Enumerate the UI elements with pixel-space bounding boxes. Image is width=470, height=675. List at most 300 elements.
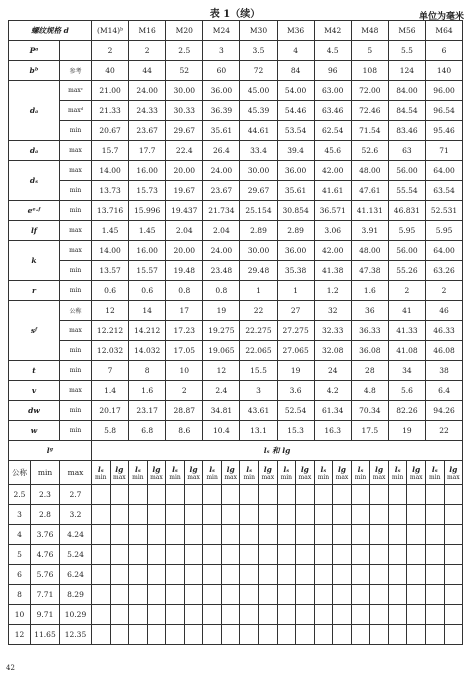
param-value: 72.46 [351,101,388,121]
pair-header [425,461,444,485]
param-value: 32.33 [314,321,351,341]
param-value: 2.5 [166,41,203,61]
empty-cell [425,565,444,585]
param-value: 13.73 [92,181,129,201]
empty-cell [258,625,277,645]
empty-cell [166,585,185,605]
empty-cell [314,525,333,545]
empty-cell [258,505,277,525]
param-value: 30.33 [166,101,203,121]
empty-cell [444,585,463,605]
empty-cell [240,485,259,505]
empty-cell [314,485,333,505]
empty-cell [277,525,296,545]
param-value: 46.33 [425,321,462,341]
param-value: 19 [203,301,240,321]
pair-header [129,461,148,485]
param-value: 12.032 [92,341,129,361]
param-value: 124 [388,61,425,81]
param-value: 55.54 [388,181,425,201]
param-value: 19.275 [203,321,240,341]
param-value: 35.61 [277,181,314,201]
param-value: 28.87 [166,401,203,421]
param-value: 1.6 [351,281,388,301]
param-value: 33.4 [240,141,277,161]
empty-cell [166,525,185,545]
empty-cell [240,605,259,625]
param-value: 2.89 [277,221,314,241]
param-value: 41.33 [388,321,425,341]
empty-cell [110,485,129,505]
pair-header-symbol: lg [449,464,458,474]
empty-cell [296,565,315,585]
pair-header [184,461,203,485]
param-value: 46 [425,301,462,321]
param-value: 36.571 [314,201,351,221]
empty-cell [110,505,129,525]
empty-cell [92,625,111,645]
empty-cell [147,485,166,505]
page-number: 42 [6,664,15,672]
param-value: 95.46 [425,121,462,141]
empty-cell [203,585,222,605]
param-value: 30.00 [166,81,203,101]
param-value: 22.275 [240,321,277,341]
empty-cell [444,545,463,565]
param-value: 7 [92,361,129,381]
length-col-header: min [31,461,60,485]
lg-header: lᵍ [9,441,92,461]
empty-cell [314,625,333,645]
param-qualifier: maxᶜ [60,81,92,101]
param-symbol: dw [9,401,60,421]
param-value: 20.17 [92,401,129,421]
empty-cell [333,565,352,585]
param-value: 14 [129,301,166,321]
empty-cell [277,605,296,625]
param-value: 16.00 [129,241,166,261]
param-value: 47.38 [351,261,388,281]
param-value: 63.46 [314,101,351,121]
param-value: 2 [388,281,425,301]
pair-header-limit: max [298,473,312,481]
param-value: 5.95 [425,221,462,241]
param-value: 1 [277,281,314,301]
pair-header-symbol: lₛ [97,464,104,474]
length-value: 8.29 [60,585,92,605]
length-value: 3 [9,505,31,525]
param-value: 29.67 [240,181,277,201]
pair-header-symbol: lg [115,464,124,474]
empty-cell [221,525,240,545]
param-value: 4.8 [351,381,388,401]
empty-cell [351,485,370,505]
param-qualifier [60,41,92,61]
param-value: 3.06 [314,221,351,241]
param-value: 23.17 [129,401,166,421]
empty-cell [296,625,315,645]
param-value: 24.00 [129,81,166,101]
param-value: 2.4 [203,381,240,401]
param-value: 2 [92,41,129,61]
pair-header-symbol: lg [226,464,235,474]
unit-label: 单位为毫米 [418,12,464,22]
empty-cell [388,605,407,625]
pair-header-symbol: lₛ [246,464,253,474]
length-value: 3.2 [60,505,92,525]
empty-cell [184,585,203,605]
param-value: 16.00 [129,161,166,181]
param-value: 22.4 [166,141,203,161]
param-qualifier: max [60,161,92,181]
empty-cell [370,585,389,605]
param-value: 17.05 [166,341,203,361]
param-value: 5.8 [92,421,129,441]
param-value: 20.00 [166,241,203,261]
empty-cell [370,625,389,645]
param-value: 2 [129,41,166,61]
empty-cell [333,625,352,645]
pair-header-limit: min [317,473,330,481]
pair-header-symbol: lₛ [394,464,401,474]
param-value: 21.33 [92,101,129,121]
empty-cell [314,505,333,525]
param-value: 5.95 [388,221,425,241]
param-qualifier: max [60,141,92,161]
param-qualifier: min [60,341,92,361]
param-value: 5 [351,41,388,61]
pair-header-limit: max [335,473,349,481]
empty-cell [221,545,240,565]
empty-cell [184,525,203,545]
param-symbol: w [9,421,60,441]
empty-cell [147,565,166,585]
empty-cell [258,565,277,585]
empty-cell [388,545,407,565]
param-value: 64.00 [425,241,462,261]
param-value: 6.8 [129,421,166,441]
pair-header-limit: max [150,473,163,481]
param-value: 94.26 [425,401,462,421]
param-value: 21.734 [203,201,240,221]
length-value: 12 [9,625,31,645]
length-col-header: max [60,461,92,485]
empty-cell [166,485,185,505]
param-value: 32 [314,301,351,321]
empty-cell [425,605,444,625]
param-symbol: dₐ [9,141,60,161]
param-symbol: dₛ [9,161,60,201]
pair-header [277,461,296,485]
pair-header [92,461,111,485]
param-value: 28 [351,361,388,381]
empty-cell [258,485,277,505]
empty-cell [407,525,426,545]
param-symbol: sᶠ [9,301,60,361]
empty-cell [258,605,277,625]
empty-cell [277,625,296,645]
pair-header-symbol: lₛ [431,464,438,474]
empty-cell [92,565,111,585]
empty-cell [166,605,185,625]
empty-cell [333,585,352,605]
param-value: 15.73 [129,181,166,201]
pair-header-symbol: lg [300,464,309,474]
param-value: 48.00 [351,161,388,181]
empty-cell [184,565,203,585]
param-value: 27.065 [277,341,314,361]
param-value: 8.6 [166,421,203,441]
empty-cell [296,545,315,565]
param-value: 96.00 [425,81,462,101]
param-value: 12 [92,301,129,321]
param-value: 36 [351,301,388,321]
param-value: 29.67 [166,121,203,141]
pair-header-limit: max [113,473,126,481]
empty-cell [425,525,444,545]
param-value: 40 [92,61,129,81]
param-qualifier: 公称 [60,301,92,321]
length-value: 8 [9,585,31,605]
param-qualifier: min [60,361,92,381]
param-value: 36.00 [277,241,314,261]
empty-cell [240,565,259,585]
param-symbol: bᵇ [9,61,60,81]
pair-header [110,461,129,485]
param-value: 24.00 [203,241,240,261]
pair-header-symbol: lg [263,464,272,474]
empty-cell [351,605,370,625]
param-value: 63.26 [425,261,462,281]
size-header: (M14)ᵇ [92,21,129,41]
param-value: 12 [203,361,240,381]
param-value: 140 [425,61,462,81]
empty-cell [110,625,129,645]
empty-cell [221,485,240,505]
param-value: 10.4 [203,421,240,441]
param-value: 56.00 [388,161,425,181]
empty-cell [166,565,185,585]
param-value: 43.61 [240,401,277,421]
pair-header [221,461,240,485]
param-symbol: eᵉ·ᶠ [9,201,60,221]
param-value: 8 [129,361,166,381]
empty-cell [129,565,148,585]
dimensions-table [8,20,463,645]
pair-header-limit: max [372,473,386,481]
param-value: 5.5 [388,41,425,61]
empty-cell [296,525,315,545]
param-value: 19.437 [166,201,203,221]
param-value: 24.00 [203,161,240,181]
param-value: 96.54 [425,101,462,121]
empty-cell [277,565,296,585]
size-header: M48 [351,21,388,41]
param-value: 2 [166,381,203,401]
param-value: 16.3 [314,421,351,441]
param-value: 72 [240,61,277,81]
empty-cell [333,505,352,525]
empty-cell [92,585,111,605]
param-value: 36.00 [203,81,240,101]
pair-header-limit: min [132,473,144,481]
pair-header-limit: min [169,473,181,481]
pair-header [147,461,166,485]
param-value: 72.00 [351,81,388,101]
param-qualifier: min [60,421,92,441]
param-value: 46.08 [425,341,462,361]
param-qualifier: min [60,281,92,301]
param-value: 36.39 [203,101,240,121]
param-value: 36.00 [277,161,314,181]
empty-cell [351,625,370,645]
empty-cell [333,545,352,565]
param-value: 0.6 [92,281,129,301]
empty-cell [333,525,352,545]
ls-lg-header: lₛ 和 lg [92,441,463,461]
param-symbol: r [9,281,60,301]
pair-header-symbol: lₛ [172,464,178,474]
length-value: 7.71 [31,585,60,605]
param-value: 35.61 [203,121,240,141]
param-value: 13.716 [92,201,129,221]
param-value: 4.5 [314,41,351,61]
empty-cell [388,485,407,505]
pair-header-limit: max [224,473,237,481]
empty-cell [203,525,222,545]
length-value: 10.29 [60,605,92,625]
empty-cell [184,625,203,645]
pair-header [388,461,407,485]
param-value: 45.6 [314,141,351,161]
param-value: 64.00 [425,161,462,181]
pair-header [296,461,315,485]
pair-header [333,461,352,485]
empty-cell [314,585,333,605]
empty-cell [129,505,148,525]
pair-header-limit: max [409,473,423,481]
length-value: 3.76 [31,525,60,545]
pair-header [314,461,333,485]
empty-cell [351,505,370,525]
pair-header [370,461,389,485]
param-value: 14.212 [129,321,166,341]
empty-cell [147,625,166,645]
empty-cell [370,525,389,545]
param-value: 30.00 [240,161,277,181]
empty-cell [129,585,148,605]
param-qualifier: max [60,241,92,261]
size-header: M42 [314,21,351,41]
param-value: 14.00 [92,241,129,261]
empty-cell [407,605,426,625]
param-value: 36.33 [351,321,388,341]
empty-cell [184,485,203,505]
size-header: M36 [277,21,314,41]
size-header: M30 [240,21,277,41]
empty-cell [221,625,240,645]
table-title: 表 1（续） [209,9,261,20]
param-value: 3.6 [277,381,314,401]
param-qualifier: 参考 [60,61,92,81]
param-value: 25.154 [240,201,277,221]
param-value: 29.48 [240,261,277,281]
empty-cell [110,585,129,605]
param-value: 4 [277,41,314,61]
param-value: 14.032 [129,341,166,361]
empty-cell [388,585,407,605]
param-value: 19.065 [203,341,240,361]
empty-cell [110,605,129,625]
param-qualifier: max [60,381,92,401]
param-value: 83.46 [388,121,425,141]
param-value: 1.2 [314,281,351,301]
pair-header-limit: max [446,473,460,481]
length-value: 9.71 [31,605,60,625]
param-value: 17 [166,301,203,321]
param-value: 41.08 [388,341,425,361]
param-value: 52 [166,61,203,81]
pair-header-symbol: lₛ [283,464,290,474]
pair-header-limit: min [95,473,107,481]
param-symbol: t [9,361,60,381]
empty-cell [221,605,240,625]
param-value: 1.45 [129,221,166,241]
param-value: 71 [425,141,462,161]
param-value: 14.00 [92,161,129,181]
param-value: 38 [425,361,462,381]
empty-cell [129,625,148,645]
param-value: 35.38 [277,261,314,281]
param-value: 6 [425,41,462,61]
param-value: 17.7 [129,141,166,161]
empty-cell [129,485,148,505]
param-value: 34.81 [203,401,240,421]
param-value: 15.3 [277,421,314,441]
length-value: 2.8 [31,505,60,525]
param-value: 2 [425,281,462,301]
param-symbol: dₐ [9,81,60,141]
param-symbol: lf [9,221,60,241]
param-value: 71.54 [351,121,388,141]
pair-header [444,461,463,485]
pair-header [240,461,259,485]
pair-header-symbol: lg [337,464,347,474]
param-symbol: v [9,381,60,401]
param-value: 53.54 [277,121,314,141]
param-value: 34 [388,361,425,381]
empty-cell [370,485,389,505]
empty-cell [166,545,185,565]
empty-cell [184,605,203,625]
param-value: 27 [277,301,314,321]
empty-cell [203,505,222,525]
empty-cell [92,485,111,505]
empty-cell [277,505,296,525]
length-value: 5.76 [31,565,60,585]
param-value: 46.831 [388,201,425,221]
length-value: 2.5 [9,485,31,505]
empty-cell [388,625,407,645]
empty-cell [147,605,166,625]
empty-cell [184,545,203,565]
pair-header [203,461,222,485]
param-value: 22 [425,421,462,441]
empty-cell [370,565,389,585]
param-value: 23.48 [203,261,240,281]
empty-cell [370,545,389,565]
pair-header-symbol: lg [412,464,421,474]
